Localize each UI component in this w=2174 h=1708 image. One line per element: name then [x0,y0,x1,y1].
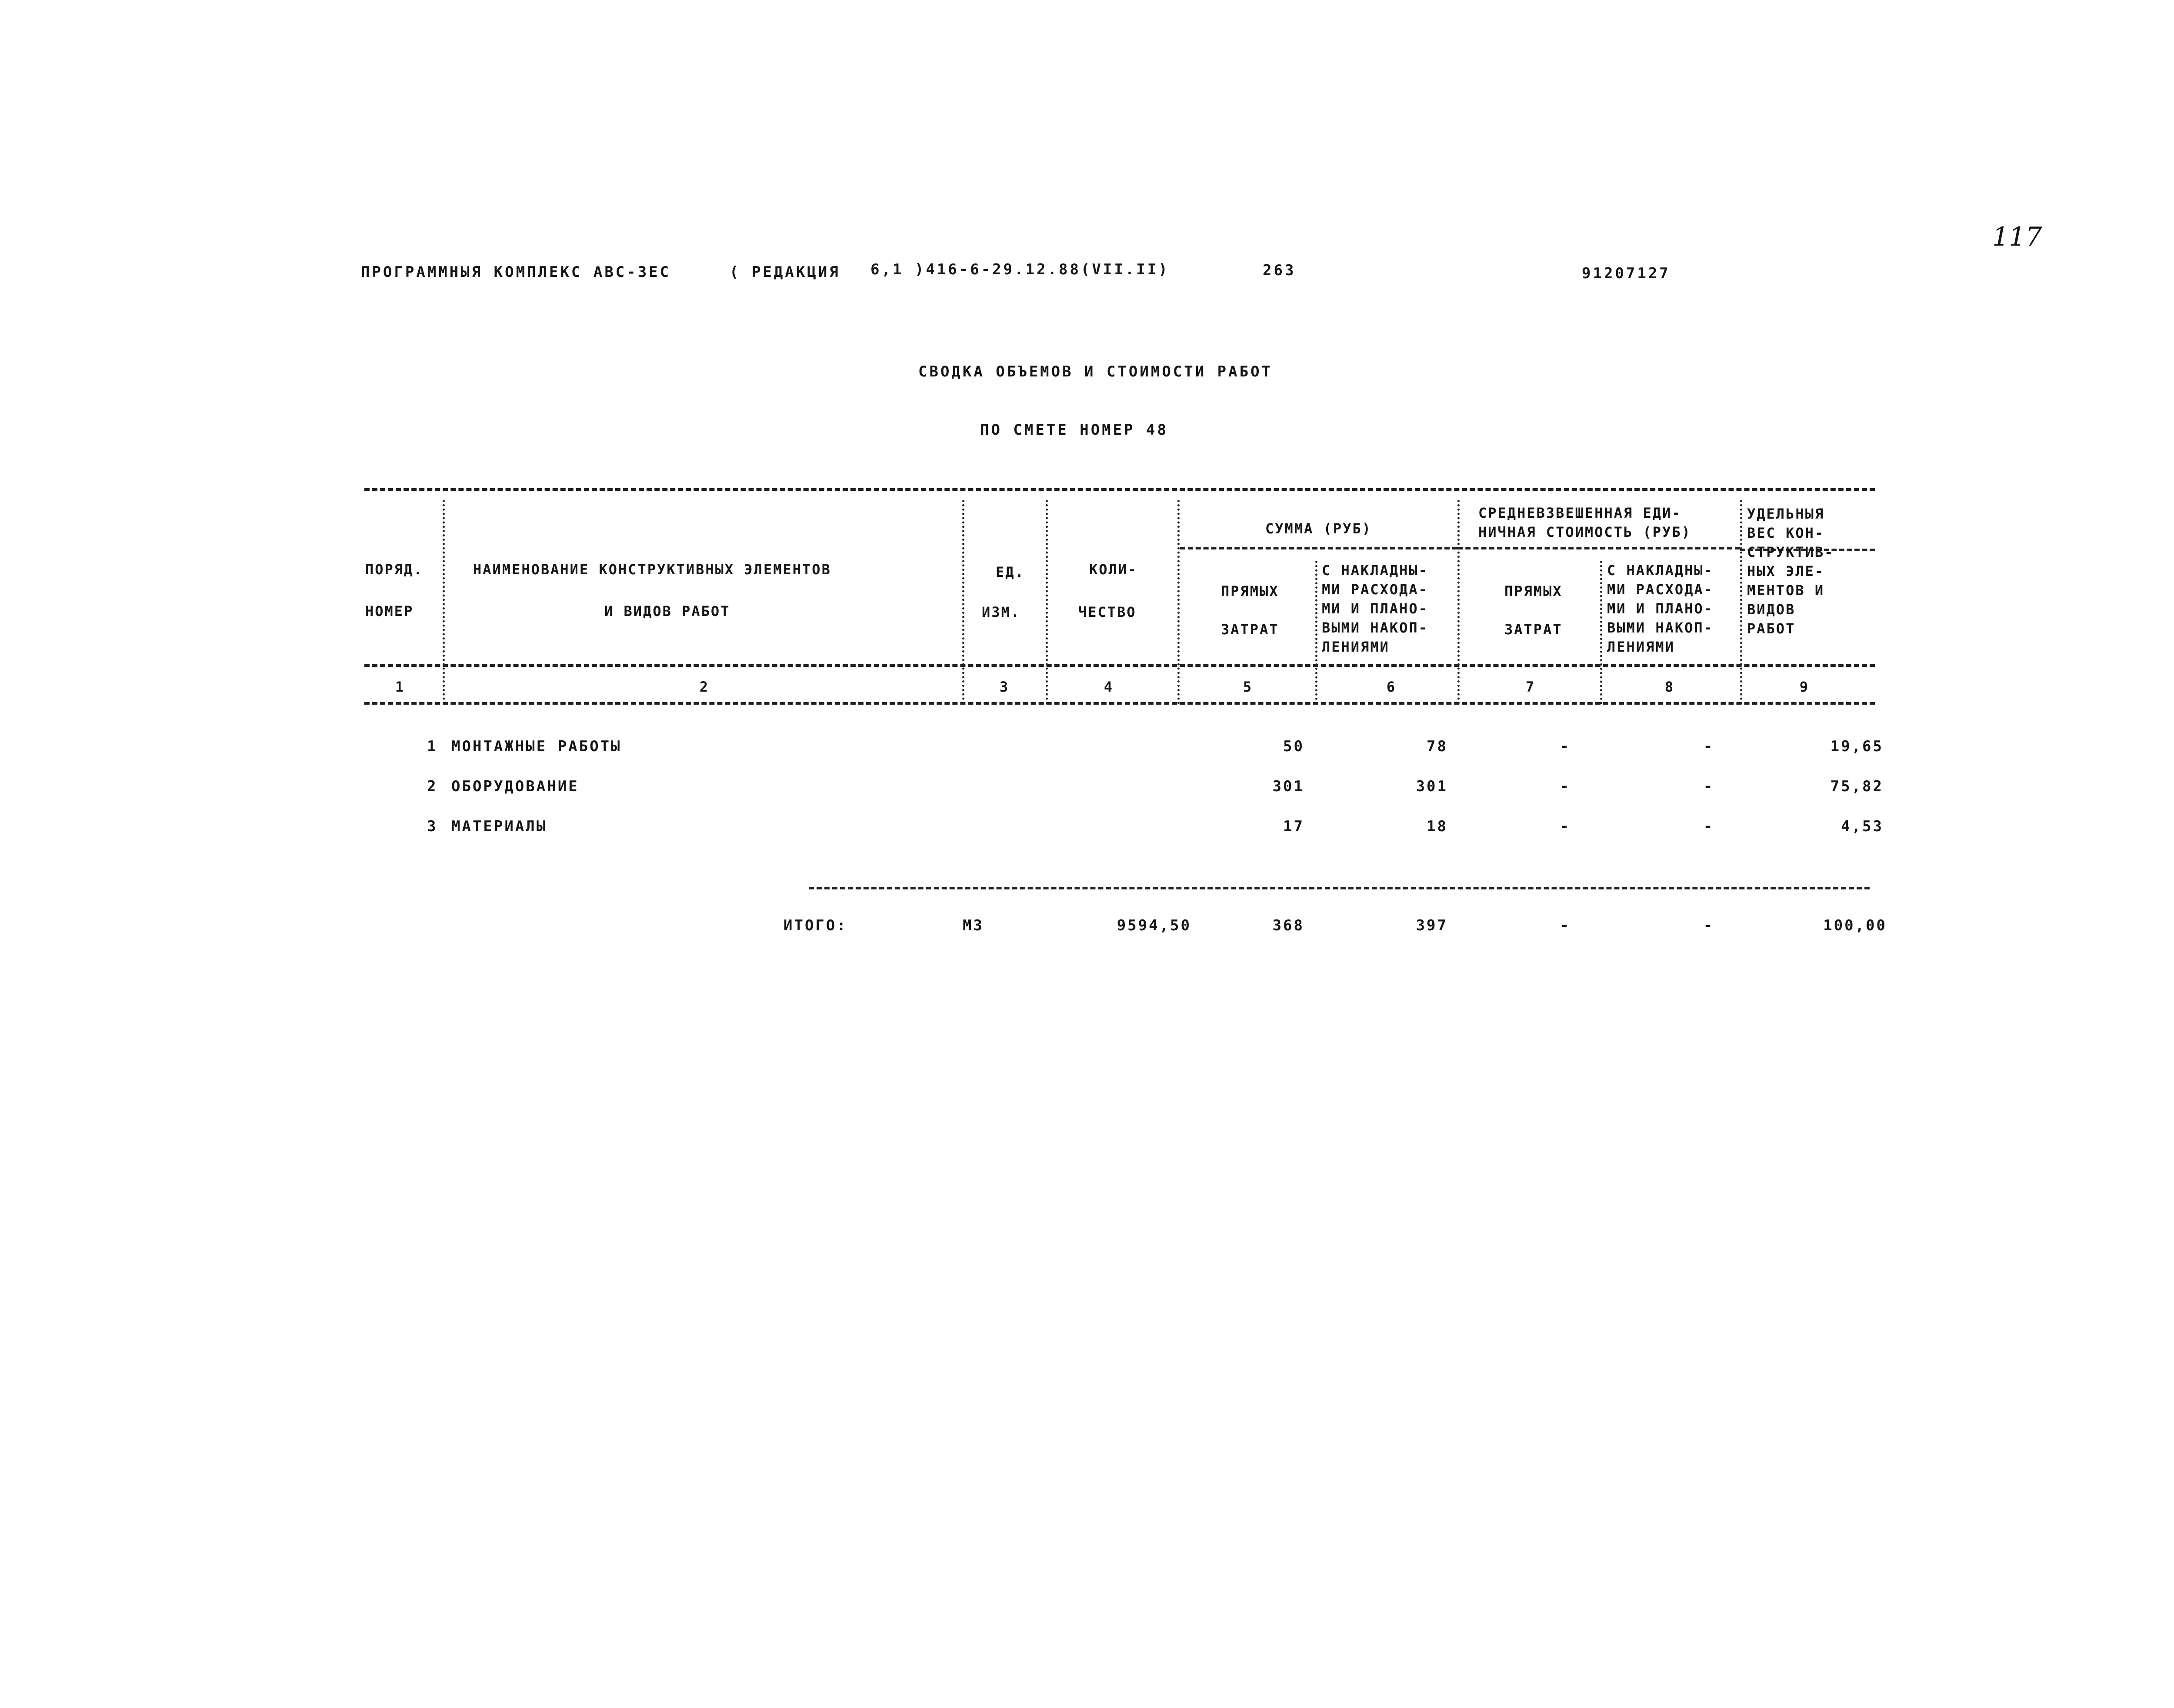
row-number: 2 [427,778,438,795]
header-overhead-line5: ЛЕНИЯМИ [1322,639,1390,655]
total-overhead: 397 [1416,917,1448,934]
total-quantity: 9594,50 [1117,917,1191,934]
header-avg-overhead-line2: МИ РАСХОДА- [1607,581,1714,598]
row-overhead: 78 [1427,738,1448,755]
row-avg-direct: - [1560,738,1571,755]
page-number: 117 [1992,222,2042,252]
column-separator [1600,561,1602,704]
header-share-line7: РАБОТ [1747,620,1796,637]
table-avg-subrule [1457,547,1740,549]
header-share-line3: СТРУКТИВ- [1747,544,1834,560]
row-direct: 17 [1283,818,1304,835]
header-name-line2: И ВИДОВ РАБОТ [604,603,730,619]
header-qty-line2: ЧЕСТВО [1078,604,1137,620]
column-number: 7 [1525,679,1536,695]
row-share: 19,65 [1830,738,1884,755]
column-number: 2 [699,679,710,695]
header-order-line2: НОМЕР [365,603,414,619]
header-direct-line1: ПРЯМЫХ [1221,583,1279,599]
header-avg-overhead-line1: С НАКЛАДНЫ- [1607,562,1714,579]
header-share-line1: УДЕЛЬНЫЯ [1747,506,1825,522]
row-avg-overhead: - [1703,778,1714,795]
total-avg-direct: - [1560,917,1571,934]
header-avg-direct-line1: ПРЯМЫХ [1504,583,1563,599]
column-separator [1740,500,1742,704]
version-info: 6,1 )416-6-29.12.88(VII.II) [870,261,1170,278]
header-qty-line1: КОЛИ- [1089,561,1138,578]
column-number: 9 [1799,679,1810,695]
row-avg-direct: - [1560,778,1571,795]
header-bottom-rule [364,664,1875,667]
row-avg-overhead: - [1703,818,1714,835]
table-top-rule [364,488,1875,491]
column-separator [1177,500,1180,704]
row-name: ОБОРУДОВАНИЕ [451,778,579,795]
total-share: 100,00 [1823,917,1887,934]
total-label: ИТОГО: [784,917,847,934]
sheet-number: 263 [1263,262,1296,279]
column-number: 6 [1386,679,1397,695]
row-overhead: 301 [1416,778,1448,795]
column-number: 1 [395,679,405,695]
column-number: 3 [999,679,1010,695]
column-number: 5 [1243,679,1253,695]
header-sum-group: СУММА (РУБ) [1265,520,1372,537]
header-avg-group-line1: СРЕДНЕВЗВЕШЕННАЯ ЕДИ- [1478,505,1682,521]
column-separator [1046,500,1048,704]
header-overhead-line4: ВЫМИ НАКОП- [1322,619,1428,636]
edition-label: ( РЕДАКЦИЯ [730,263,840,281]
column-separator [1457,500,1460,704]
table-sum-subrule [1180,547,1457,549]
header-avg-overhead-line4: ВЫМИ НАКОП- [1607,619,1714,636]
header-overhead-line3: МИ И ПЛАНО- [1322,600,1428,617]
total-unit: М3 [963,917,984,934]
row-direct: 301 [1272,778,1304,795]
row-share: 75,82 [1830,778,1884,795]
header-name-line1: НАИМЕНОВАНИЕ КОНСТРУКТИВНЫХ ЭЛЕМЕНТОВ [473,561,831,578]
header-avg-direct-line2: ЗАТРАТ [1504,621,1563,638]
column-separator [962,500,964,704]
header-direct-line2: ЗАТРАТ [1221,621,1279,638]
row-share: 4,53 [1841,818,1884,835]
document-code: 91207127 [1582,265,1671,282]
column-number: 8 [1664,679,1675,695]
column-separator [1315,561,1317,704]
header-overhead-line1: С НАКЛАДНЫ- [1322,562,1428,579]
header-share-line4: НЫХ ЭЛЕ- [1747,563,1825,579]
header-order-line1: ПОРЯД. [365,561,423,578]
header-avg-overhead-line5: ЛЕНИЯМИ [1607,639,1675,655]
row-avg-direct: - [1560,818,1571,835]
row-overhead: 18 [1427,818,1448,835]
row-direct: 50 [1283,738,1304,755]
total-avg-overhead: - [1703,917,1714,934]
header-share-line5: МЕНТОВ И [1747,582,1825,599]
header-unit-line2: ИЗМ. [982,604,1021,620]
row-number: 3 [427,818,438,835]
total-direct: 368 [1272,917,1304,934]
row-name: МОНТАЖНЫЕ РАБОТЫ [451,738,622,755]
column-number: 4 [1104,679,1114,695]
row-avg-overhead: - [1703,738,1714,755]
header-unit-line1: ЕД. [996,564,1025,580]
program-name: ПРОГРАММНЫЯ КОМПЛЕКС АВС-ЗЕС [361,263,671,281]
header-share-line6: ВИДОВ [1747,601,1796,618]
column-separator [443,500,445,704]
row-number: 1 [427,738,438,755]
report-subtitle: ПО СМЕТЕ НОМЕР 48 [980,421,1168,439]
header-overhead-line2: МИ РАСХОДА- [1322,581,1428,598]
row-name: МАТЕРИАЛЫ [451,818,547,835]
header-avg-overhead-line3: МИ И ПЛАНО- [1607,600,1714,617]
header-avg-group-line2: НИЧНАЯ СТОИМОСТЬ (РУБ) [1478,524,1691,540]
header-share-line2: ВЕС КОН- [1747,525,1825,541]
numbers-bottom-rule [364,702,1875,705]
total-rule [809,887,1870,889]
report-title: СВОДКА ОБЪЕМОВ И СТОИМОСТИ РАБОТ [918,363,1273,380]
